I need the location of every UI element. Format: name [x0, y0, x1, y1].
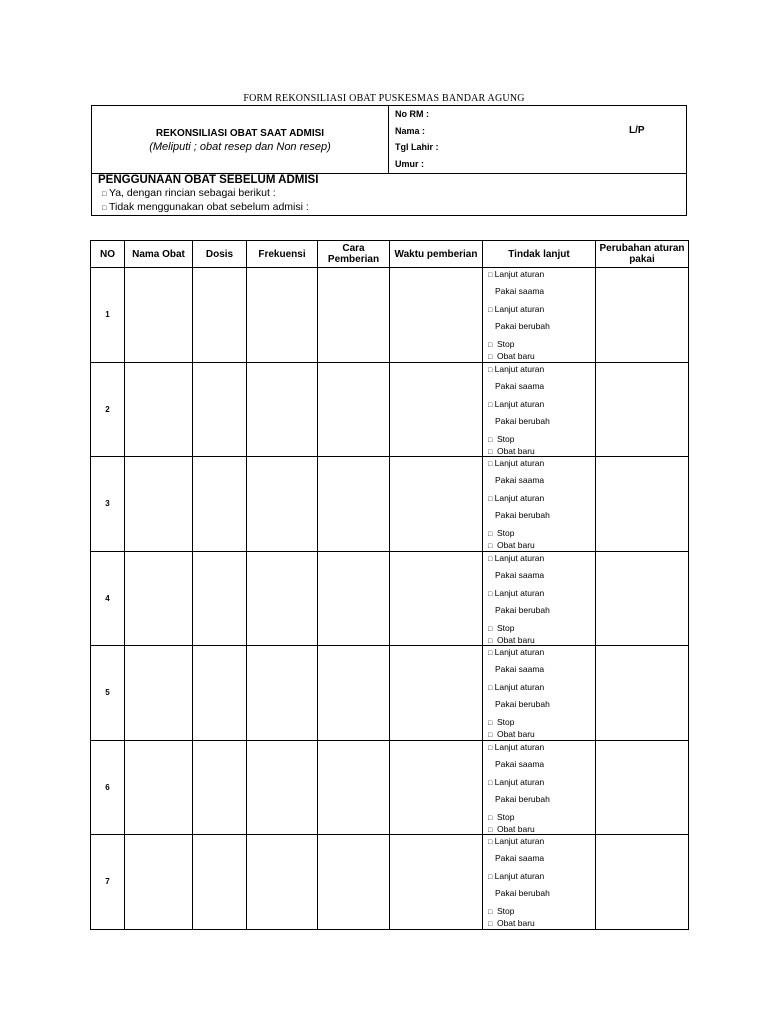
table-row	[91, 835, 689, 930]
table-row	[91, 740, 689, 835]
option-label: Lanjut aturan	[494, 776, 545, 787]
checkbox-icon[interactable]: □	[488, 366, 493, 374]
option-label: Obat baru	[496, 351, 535, 361]
perubahan-cell[interactable]	[596, 268, 689, 363]
option-label: Obat baru	[496, 918, 535, 928]
checkbox-icon[interactable]: □	[102, 205, 107, 212]
option-pakai-saama: Pakai saama	[495, 569, 545, 580]
option-label: Lanjut aturan	[494, 304, 545, 314]
form-title: FORM REKONSILIASI OBAT PUSKESMAS BANDAR AGUNG	[243, 93, 525, 104]
nama-obat-cell[interactable]	[125, 551, 193, 646]
option-label: Stop	[496, 433, 515, 444]
waktu-pemberian-cell[interactable]	[390, 835, 483, 930]
checkbox-icon[interactable]: □	[488, 650, 493, 657]
table-row	[91, 551, 689, 646]
table-row	[91, 362, 689, 457]
option-tidak-label: Tidak menggunakan obat sebelum admisi :	[108, 201, 309, 213]
option-label: Stop	[496, 622, 515, 633]
checkbox-icon[interactable]: □	[488, 342, 493, 349]
option-pakai-saama: Pakai saama	[495, 286, 545, 296]
row-number: 4	[91, 551, 125, 646]
option-pakai-saama: Pakai saama	[495, 664, 545, 674]
waktu-pemberian-cell[interactable]	[390, 457, 483, 552]
dosis-cell[interactable]	[193, 362, 247, 457]
option-lanjut-aturan[interactable]	[488, 399, 544, 409]
option-obat-baru[interactable]	[488, 918, 535, 928]
option-stop[interactable]	[488, 434, 514, 444]
waktu-pemberian-cell[interactable]	[390, 362, 483, 457]
checkbox-icon[interactable]: □	[488, 307, 493, 314]
checkbox-icon[interactable]: □	[488, 401, 493, 409]
checkbox-icon[interactable]: □	[488, 874, 493, 881]
waktu-pemberian-cell[interactable]	[390, 268, 483, 363]
option-pakai-berubah: Pakai berubah	[495, 793, 550, 804]
checkbox-icon[interactable]: □	[488, 732, 493, 739]
nama-obat-cell[interactable]	[125, 740, 193, 835]
checkbox-icon[interactable]: □	[488, 531, 493, 538]
perubahan-cell[interactable]	[596, 457, 689, 552]
cara-pemberian-cell[interactable]	[318, 268, 390, 363]
option-label: Stop	[496, 339, 515, 349]
option-ya-label: Ya, dengan rincian sebagai berikut :	[108, 187, 276, 199]
patient-header	[91, 105, 687, 174]
checkbox-icon[interactable]: □	[488, 543, 493, 550]
table-row	[91, 646, 689, 741]
dosis-cell[interactable]	[193, 835, 247, 930]
tindak-lanjut-cell	[483, 362, 596, 457]
option-lanjut-aturan[interactable]	[488, 777, 544, 787]
nama-obat-cell[interactable]	[125, 835, 193, 930]
tgl-lahir-field[interactable]: Tgl Lahir :	[395, 142, 439, 152]
nama-obat-cell[interactable]	[125, 457, 193, 552]
checkbox-icon[interactable]: □	[488, 779, 493, 787]
perubahan-cell[interactable]	[596, 551, 689, 646]
header-left-cell	[92, 106, 389, 173]
option-pakai-saama: Pakai saama	[495, 475, 545, 485]
option-pakai-berubah: Pakai berubah	[495, 510, 550, 520]
row-number: 3	[91, 457, 125, 552]
waktu-pemberian-cell[interactable]	[390, 551, 483, 646]
table-row	[91, 268, 689, 363]
gender-field[interactable]: L/P	[629, 125, 645, 136]
cara-pemberian-cell[interactable]	[318, 646, 390, 741]
option-stop[interactable]	[488, 717, 514, 727]
option-obat-baru[interactable]	[488, 824, 535, 834]
row-number: 6	[91, 740, 125, 835]
option-label: Lanjut aturan	[494, 647, 545, 657]
header-nama-obat: Nama Obat	[125, 241, 193, 268]
row-number: 7	[91, 835, 125, 930]
option-lanjut-aturan[interactable]	[488, 871, 544, 881]
option-label: Obat baru	[496, 729, 535, 739]
dosis-cell[interactable]	[193, 740, 247, 835]
option-label: Lanjut aturan	[494, 587, 545, 598]
frekuensi-cell[interactable]	[247, 457, 318, 552]
header-no: NO	[91, 241, 125, 268]
dosis-cell[interactable]	[193, 646, 247, 741]
checkbox-icon[interactable]: □	[488, 814, 493, 822]
option-lanjut-aturan[interactable]	[488, 458, 544, 468]
checkbox-icon[interactable]: □	[488, 720, 493, 727]
header-frekuensi: Frekuensi	[247, 241, 318, 268]
option-lanjut-aturan[interactable]	[488, 364, 544, 374]
nama-field[interactable]: Nama :	[395, 126, 426, 136]
tindak-lanjut-cell	[483, 646, 596, 741]
tindak-lanjut-cell	[483, 457, 596, 552]
frekuensi-cell[interactable]	[247, 551, 318, 646]
option-obat-baru[interactable]	[488, 351, 535, 361]
option-label: Obat baru	[496, 634, 535, 645]
option-pakai-saama: Pakai saama	[495, 380, 545, 391]
frekuensi-cell[interactable]	[247, 835, 318, 930]
option-label: Stop	[496, 717, 515, 727]
row-number: 1	[91, 268, 125, 363]
checkbox-icon[interactable]: □	[488, 826, 493, 834]
nama-obat-cell[interactable]	[125, 362, 193, 457]
option-lanjut-aturan[interactable]	[488, 682, 544, 692]
tindak-lanjut-cell	[483, 740, 596, 835]
checkbox-icon[interactable]: □	[488, 921, 493, 928]
option-label: Lanjut aturan	[494, 836, 545, 846]
frekuensi-cell[interactable]	[247, 362, 318, 457]
dosis-cell[interactable]	[193, 268, 247, 363]
checkbox-icon[interactable]: □	[488, 744, 493, 752]
waktu-pemberian-cell[interactable]	[390, 646, 483, 741]
option-label: Obat baru	[496, 823, 535, 834]
checkbox-icon[interactable]: □	[102, 191, 107, 198]
medication-table	[90, 240, 689, 930]
option-label: Lanjut aturan	[494, 398, 545, 409]
option-label: Stop	[496, 906, 515, 916]
option-lanjut-aturan[interactable]	[488, 269, 544, 279]
option-stop[interactable]	[488, 528, 514, 538]
option-label: Lanjut aturan	[494, 682, 545, 692]
table-row	[91, 457, 689, 552]
row-number: 5	[91, 646, 125, 741]
checkbox-icon[interactable]: □	[488, 590, 493, 598]
option-obat-baru[interactable]	[488, 635, 535, 645]
checkbox-icon[interactable]: □	[488, 436, 493, 444]
option-label: Obat baru	[496, 445, 535, 456]
option-pakai-berubah: Pakai berubah	[495, 699, 550, 709]
option-pakai-saama: Pakai saama	[495, 758, 545, 769]
option-lanjut-aturan[interactable]	[488, 836, 544, 846]
dosis-cell[interactable]	[193, 457, 247, 552]
option-lanjut-aturan[interactable]	[488, 553, 544, 563]
perubahan-cell[interactable]	[596, 362, 689, 457]
option-ya[interactable]	[102, 187, 276, 199]
option-label: Lanjut aturan	[494, 871, 545, 881]
option-label: Stop	[496, 528, 515, 538]
checkbox-icon[interactable]: □	[488, 461, 493, 468]
option-pakai-berubah: Pakai berubah	[495, 415, 550, 426]
option-tidak[interactable]	[102, 201, 309, 213]
option-lanjut-aturan[interactable]	[488, 742, 544, 752]
option-pakai-saama: Pakai saama	[495, 853, 545, 863]
row-number: 2	[91, 362, 125, 457]
option-label: Lanjut aturan	[494, 458, 545, 468]
checkbox-icon[interactable]: □	[488, 354, 493, 361]
checkbox-icon[interactable]: □	[488, 685, 493, 692]
dosis-cell[interactable]	[193, 551, 247, 646]
checkbox-icon[interactable]: □	[488, 625, 493, 633]
perubahan-cell[interactable]	[596, 740, 689, 835]
option-stop[interactable]	[488, 623, 514, 633]
checkbox-icon[interactable]: □	[488, 448, 493, 456]
option-obat-baru[interactable]	[488, 446, 535, 456]
header-tindak-lanjut: Tindak lanjut	[483, 241, 596, 268]
checkbox-icon[interactable]: □	[488, 909, 493, 916]
checkbox-icon[interactable]: □	[488, 637, 493, 645]
tindak-lanjut-cell	[483, 835, 596, 930]
option-label: Lanjut aturan	[494, 269, 545, 279]
cara-pemberian-cell[interactable]	[318, 835, 390, 930]
cara-pemberian-cell[interactable]	[318, 740, 390, 835]
header-perubahan: Perubahan aturan pakai	[596, 241, 689, 268]
option-label: Obat baru	[496, 540, 535, 550]
nama-obat-cell[interactable]	[125, 268, 193, 363]
checkbox-icon[interactable]: □	[488, 839, 493, 846]
option-label: Lanjut aturan	[494, 741, 545, 752]
nama-obat-cell[interactable]	[125, 646, 193, 741]
frekuensi-cell[interactable]	[247, 268, 318, 363]
no-rm-field[interactable]: No RM :	[395, 109, 429, 119]
perubahan-cell[interactable]	[596, 646, 689, 741]
checkbox-icon[interactable]: □	[488, 272, 493, 279]
option-label: Lanjut aturan	[494, 552, 545, 563]
option-stop[interactable]	[488, 906, 514, 916]
option-pakai-berubah: Pakai berubah	[495, 604, 550, 615]
header-waktu-pemberian: Waktu pemberian	[390, 241, 483, 268]
frekuensi-cell[interactable]	[247, 740, 318, 835]
header-cara-pemberian: Cara Pemberian	[318, 241, 390, 268]
cara-pemberian-cell[interactable]	[318, 362, 390, 457]
form-heading: REKONSILIASI OBAT SAAT ADMISI	[155, 128, 325, 139]
umur-field[interactable]: Umur :	[395, 159, 424, 169]
option-pakai-berubah: Pakai berubah	[495, 888, 550, 898]
prior-medication-section	[91, 172, 687, 216]
frekuensi-cell[interactable]	[247, 646, 318, 741]
form-subheading: (Meliputi ; obat resep dan Non resep)	[149, 141, 331, 153]
option-label: Stop	[496, 811, 515, 822]
option-stop[interactable]	[488, 812, 514, 822]
checkbox-icon[interactable]: □	[488, 496, 493, 503]
cara-pemberian-cell[interactable]	[318, 551, 390, 646]
tindak-lanjut-cell	[483, 551, 596, 646]
header-dosis: Dosis	[193, 241, 247, 268]
option-label: Lanjut aturan	[494, 493, 545, 503]
option-obat-baru[interactable]	[488, 540, 535, 550]
option-lanjut-aturan[interactable]	[488, 647, 544, 657]
waktu-pemberian-cell[interactable]	[390, 740, 483, 835]
table-header-row	[91, 241, 689, 268]
option-obat-baru[interactable]	[488, 729, 535, 739]
tindak-lanjut-cell	[483, 268, 596, 363]
checkbox-icon[interactable]: □	[488, 555, 493, 563]
option-lanjut-aturan[interactable]	[488, 588, 544, 598]
option-pakai-berubah: Pakai berubah	[495, 321, 550, 331]
cara-pemberian-cell[interactable]	[318, 457, 390, 552]
option-lanjut-aturan[interactable]	[488, 304, 544, 314]
perubahan-cell[interactable]	[596, 835, 689, 930]
option-label: Lanjut aturan	[494, 363, 545, 374]
option-stop[interactable]	[488, 339, 514, 349]
section-title: PENGGUNAAN OBAT SEBELUM ADMISI	[98, 174, 319, 186]
option-lanjut-aturan[interactable]	[488, 493, 544, 503]
